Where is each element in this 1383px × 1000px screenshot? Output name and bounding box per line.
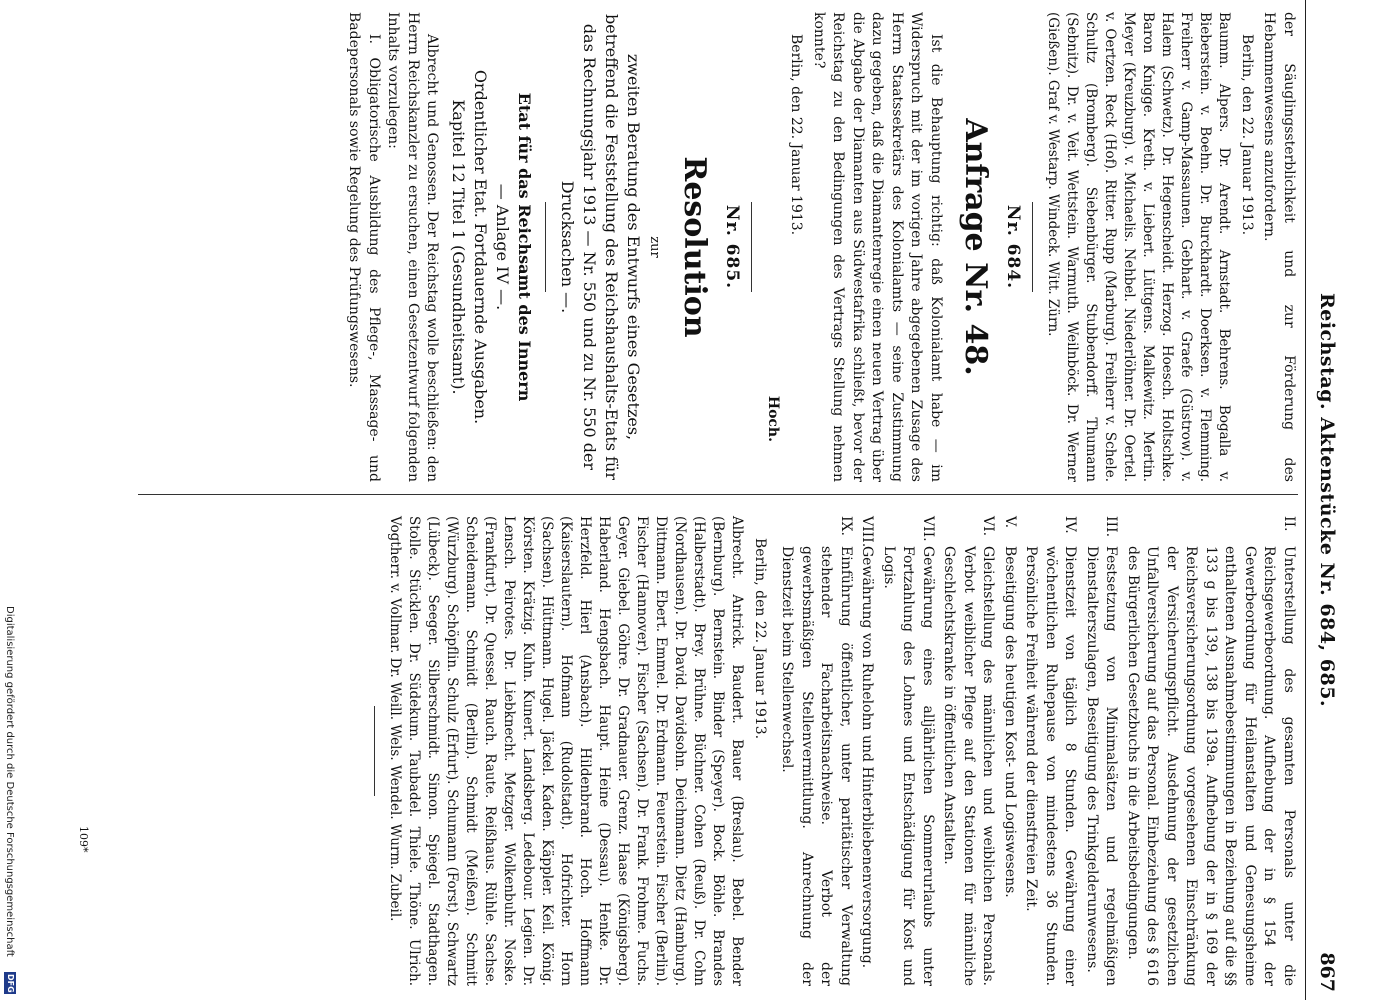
document-title: Anfrage Nr. 48. xyxy=(958,118,993,376)
item-number: VII. xyxy=(920,516,936,542)
list-item xyxy=(1021,516,1080,986)
kapitel-line: Kapitel 12 Titel 1 (Gesundheitsamt). xyxy=(449,99,469,395)
item-text: Dienstzeit von täglich 8 Stunden. Gewährung einer wöchentlichen Ruhepause von mindestens 36 Stunden. Persönliche Freiheit während der dienstfreien Zeit. xyxy=(1023,546,1079,986)
left-column xyxy=(344,12,1298,482)
intro-text: der Säuglingssterblichkeit und zur Förderung des Hebammenwesens anzufordern. xyxy=(1261,12,1297,482)
separator-rule xyxy=(546,202,547,292)
etat-heading: Etat für das Reichsamt des Innern xyxy=(515,92,535,402)
date-line: Berlin, den 22. Januar 1913. xyxy=(788,34,805,236)
separator-rule xyxy=(1033,202,1034,292)
anlage-line: — Anlage IV —. xyxy=(493,183,513,311)
signer-list: Baumm. Alpers. Dr. Arendt. Arnstadt. Behrens. Bogalla v. Bieberstein. v. Boehn. Dr. Burckhardt. Doerksen. v. Flemming. Freiherr v. Gamp-Massaunen. Gebhart. v. Graefe (Güstrow). v. Halem (Schwetz). Dr. Hegenscheidt. Herzog. Hoesch. Holtschke. Baron Knigge. Kreth. v. Liebert. Lüttgens. Malkewitz. Mertin. Meyer (Kreuzburg). v. Michaelis. Nehbel. Niederlöhner. Dr. Oertel. v. Oertzen. Reck (Hof). Ritter. Rupp (Marburg). Freiherr v. Schele. Schultz (Bromberg). Siebenbürger. Stubbendorff. Thumann (Sebnitz). Dr. v. Veit. Wettstein. Warmuth. Weilnböck. Dr. Werner (Gießen). Graf v. Westarp. Windeck. Witt. Zürn. xyxy=(1045,12,1233,482)
item-number: VIII. xyxy=(859,516,876,548)
resolution-item-1: I. Obligatorische Ausbildung des Pflege-, Massage- und Badepersonals sowie Regelung des Prüfungswesens. xyxy=(346,12,382,482)
item-number: V. xyxy=(1002,516,1018,529)
list-item xyxy=(1123,516,1299,986)
inquiry-text: Ist die Behauptung richtig: daß Kolonialamt habe — im Widerspruch mit der im vorigen Jahre abgegebenen Zusage des Herrn Staatssekretärs des Kolonialamts — seine Zustimmung dazu gegeben, daß die Diamantenregie einen neuen Vertrag über die Abgabe der Diamanten aus Südwestafrika schließt, bevor der Reichstag zu den Bedingungen des Vertrags Stellung nehmen konnte? xyxy=(811,12,944,482)
item-number: II. xyxy=(1281,516,1297,532)
dfg-logo-icon: DFG xyxy=(6,973,15,993)
list-item xyxy=(777,516,855,986)
list-item xyxy=(1000,516,1020,986)
signature: Hoch. xyxy=(765,395,781,442)
list-item xyxy=(857,516,877,986)
resolution-subject: zweiten Beratung des Entwurfs eines Gesetzes, betreffend die Feststellung des Reichshaushalts-Etats für das Rechnungsjahr 1913 — Nr. 550 und zu Nr. 550 der Drucksachen —. xyxy=(558,14,644,480)
credit-text: Digitalisierung gefördert durch die Deutsche Forschungsgemeinschaft xyxy=(4,606,15,957)
date-line: Berlin, den 22. Januar 1913. xyxy=(1239,34,1255,236)
item-text: Gewährung eines alljährlichen Sommerurlaubs unter Fortzahlung des Lohnes und Entschädigung für Kost und Logis. xyxy=(881,546,936,986)
item-text: Unterstellung des gesamten Personals unter die Reichsgewerbeordnung. Aufhebung der in § 154 der Gewerbeordnung für Heilanstalten und Genesungsheime enthaltenen Ausnahmebestimmungen in Beziehung auf die §§ 133 g bis 139, 138 bis 139a. Aufhebung der in § 169 der Reichsversicherungsordnung vorgesehenen Einschränkung der Versicherungspflicht. Ausdehnung der gesetzlichen Unfallversicherung auf das Personal. Einbeziehung des § 616 des Bürgerlichen Gesetzbuchs in die Arbeitsbedingungen. xyxy=(1125,546,1297,986)
running-title: Reichstag. Aktenstücke Nr. 684, 685. xyxy=(1316,292,1338,708)
column-divider xyxy=(138,494,1298,495)
item-text: Beseitigung des heutigen Kost- und Logiswesens. xyxy=(1002,546,1018,898)
document-number: Nr. 684. xyxy=(1003,204,1024,290)
item-text: Gleichstellung des männlichen und weiblichen Personals. Verbot weiblicher Pflege auf den Stationen für männliche Geschlechtskranke in öffentlichen Anstalten. xyxy=(941,546,997,986)
list-item xyxy=(1082,516,1121,986)
rotated-document-page xyxy=(100,0,1340,1000)
item-text: Gewährung von Ruhelohn und Hinterbliebenenversorgung. xyxy=(859,546,876,969)
page-number: 867 xyxy=(1316,952,1338,992)
item-number: IV. xyxy=(1062,516,1079,534)
digitization-credit xyxy=(1,606,19,996)
running-header xyxy=(1310,0,1340,1000)
document-title: Resolution xyxy=(677,156,712,338)
list-item xyxy=(939,516,998,986)
subtitle-zur: zur xyxy=(647,236,662,258)
separator-rule xyxy=(375,706,376,796)
item-text: Einführung öffentlicher, unter paritätischer Verwaltung stehender Facharbeitsnachweise. Verbot der gewerbsmäßigen Stellenvermittlung. Anrechnung der Dienstzeit beim Stellenwechsel. xyxy=(779,546,854,986)
resolution-items xyxy=(777,516,1298,986)
ordentlicher-etat: Ordentlicher Etat. Fortdauernde Ausgaben. xyxy=(471,69,491,425)
item-text: Festsetzung von Minimalsätzen und regelmäßigen Dienstalterszulagen, Beseitigung des Trinkgelderunwesens. xyxy=(1084,546,1120,986)
item-number: VI. xyxy=(980,516,997,537)
separator-rule xyxy=(752,202,753,292)
item-number: III. xyxy=(1103,516,1120,538)
resolution-text: Albrecht und Genossen. Der Reichstag wolle beschließen: den Herrn Reichskanzler zu ersuchen, einen Gesetzentwurf folgenden Inhalts vorzulegen: xyxy=(385,12,441,482)
folio-number xyxy=(78,826,92,866)
header-rule xyxy=(1305,0,1306,1000)
item-number: IX. xyxy=(838,516,854,536)
signer-list: Albrecht. Antrick. Baudert. Bauer (Breslau). Bebel. Bender (Bernburg). Bernstein. Binder (Speyer). Bock. Böhle. Brandes (Halberstadt). Brey. Brühne. Büchner. Cohen (Reuß). Dr. Cohn (Nordhausen). Dr. David. Davidsohn. Deichmann. Dietz (Hamburg). Dittmann. Ebert. Emmel. Dr. Erdmann. Feuerstein. Fischer (Berlin). Fischer (Hannover). Fischer (Sachsen). Dr. Frank. Frohme. Fuchs. Geyer. Giebel. Göhre. Dr. Gradnauer. Grenz. Haase (Königsberg). Haberland. Hengsbach. Haupt. Heine (Dessau). Henke. Dr. Herzfeld. Hierl (Ansbach). Hildenbrand. Hoch. Hoffmann (Kaiserslautern). Hofmann (Rudolstadt). Hofrichter. Horn (Sachsen). Hüttmann. Hugel. Jäckel. Kaden. Käppler. Keil. König. Körsten. Krätzig. Kuhn. Kunert. Landsberg. Ledebour. Legien. Dr. Lensch. Peirotes. Dr. Liebknecht. Metzger. Wolkenbuhr. Noske. (Frankfurt). Dr. Quessel. Rauch. Raute. Reißhaus. Rühle. Sachse. Scheidemann. Schmidt (Berlin). Schmidt (Meißen). Schmitt (Würzburg). Schöpflin. Schulz (Erfurt). Schumann (Forst). Schwartz (Lübeck). Seeger. Silberschmidt. Simon. Spiegel. Stadthagen. Stolle. Stücklen. Dr. Südekum. Taubadel. Thiele. Thöne. Ulrich. Vogtherr. v. Vollmar. Dr. Weill. Wels. Wendel. Wurm. Zubeil. xyxy=(387,516,746,986)
folio-text: 109* xyxy=(77,826,90,853)
date-line: Berlin, den 22. Januar 1913. xyxy=(752,538,768,740)
right-column xyxy=(365,516,1299,986)
list-item xyxy=(879,516,938,986)
document-number: Nr. 685. xyxy=(722,204,743,290)
